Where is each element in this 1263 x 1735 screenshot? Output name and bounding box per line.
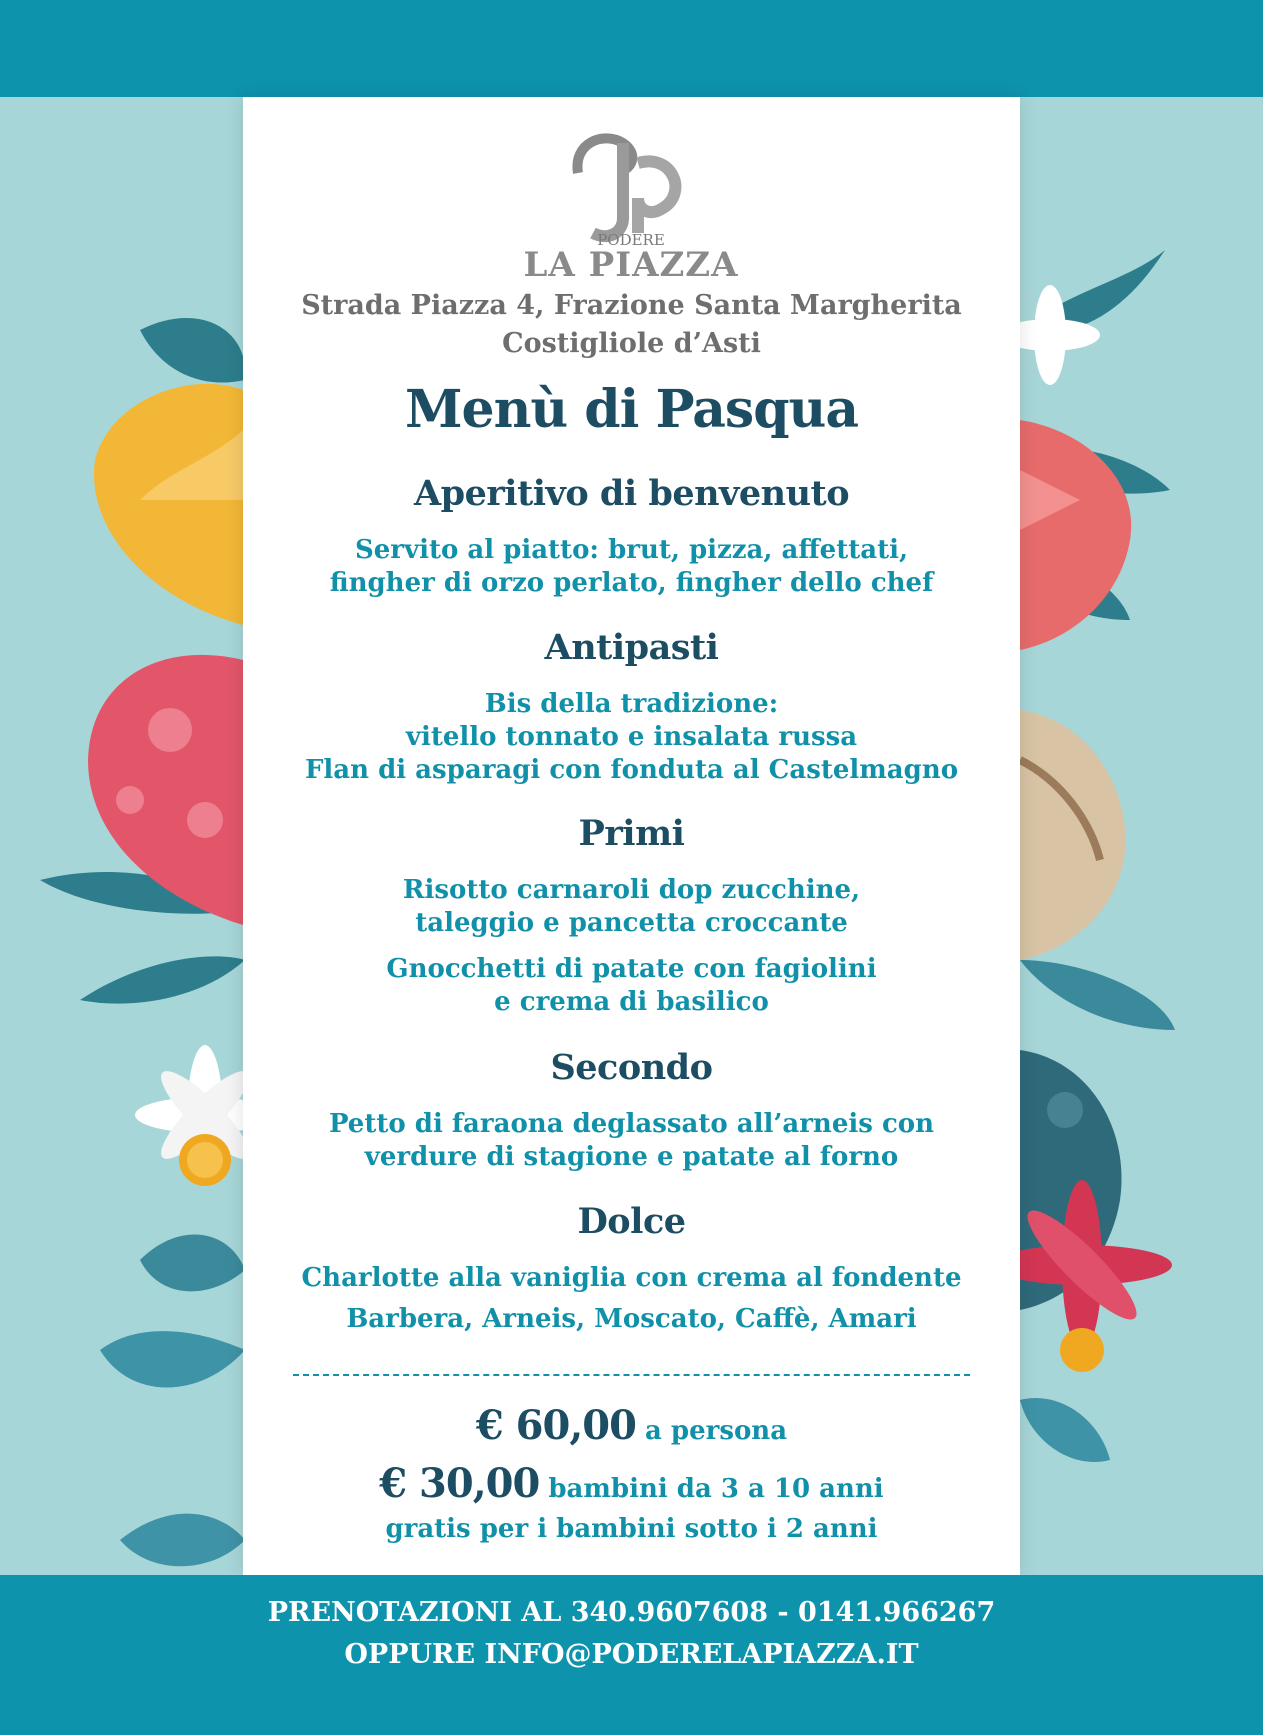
price-adult-amount: € 60,00 — [475, 1402, 636, 1449]
reservation-email: OPPURE INFO@PODERELAPIAZZA.IT — [344, 1639, 919, 1670]
section-heading-aperitivo: Aperitivo di benvenuto — [413, 473, 850, 514]
section-heading-antipasti: Antipasti — [544, 627, 719, 668]
beige-egg-right — [1020, 710, 1125, 960]
dashed-divider — [293, 1374, 970, 1376]
dish-line: Gnocchetti di patate con fagiolini — [386, 954, 877, 984]
dish-line: Charlotte alla vaniglia con crema al fondente — [301, 1263, 962, 1293]
dish-line: Barbera, Arneis, Moscato, Caffè, Amari — [346, 1304, 917, 1334]
menu-title: Menù di Pasqua — [404, 379, 859, 440]
section-heading-dolce: Dolce — [577, 1201, 686, 1242]
address-line-1: Strada Piazza 4, Frazione Santa Margherita — [301, 290, 962, 321]
podere-la-piazza-logo — [243, 113, 1020, 283]
dish-line: Petto di faraona deglassato all’arneis con — [328, 1109, 935, 1139]
section-heading-secondo: Secondo — [550, 1047, 713, 1088]
price-child-amount: € 30,00 — [379, 1460, 540, 1507]
price-adult-label: a persona — [645, 1416, 788, 1446]
logo-podere: PODERE — [597, 231, 665, 249]
dish-line: verdure di stagione e patate al forno — [364, 1142, 899, 1172]
reservation-phone: PRENOTAZIONI AL 340.9607608 - 0141.966267 — [267, 1597, 996, 1628]
price-child — [243, 1460, 1020, 1507]
section-items-dolce — [243, 1262, 1020, 1336]
section-items-antipasti — [243, 688, 1020, 787]
dish-line: taleggio e pancetta croccante — [415, 908, 848, 938]
yellow-egg — [94, 384, 243, 625]
price-child-label: bambini da 3 a 10 anni — [548, 1474, 884, 1504]
section-items-aperitivo — [243, 534, 1020, 600]
dish-line: Flan di asparagi con fonduta al Castelmagno — [304, 755, 959, 785]
section-items-primi — [243, 874, 1020, 1019]
dish-line: Risotto carnaroli dop zucchine, — [402, 875, 861, 905]
section-items-secondo — [243, 1108, 1020, 1174]
dish-line: fingher di orzo perlato, fingher dello chef — [329, 568, 934, 598]
section-heading-primi: Primi — [578, 813, 685, 854]
dish-line: Servito al piatto: brut, pizza, affettati, — [354, 535, 909, 565]
logo-name: LA PIAZZA — [523, 245, 739, 283]
price-adult — [243, 1402, 1020, 1449]
price-free-note: gratis per i bambini sotto i 2 anni — [385, 1514, 878, 1544]
reservation-info — [0, 1592, 1263, 1676]
address-line-2: Costigliole d’Asti — [502, 328, 761, 359]
dish-line: vitello tonnato e insalata russa — [405, 722, 858, 752]
menu-card — [243, 97, 1020, 1575]
address — [243, 287, 1020, 363]
dish-line: e crema di basilico — [494, 987, 769, 1017]
dish-line: Bis della tradizione: — [484, 689, 779, 719]
